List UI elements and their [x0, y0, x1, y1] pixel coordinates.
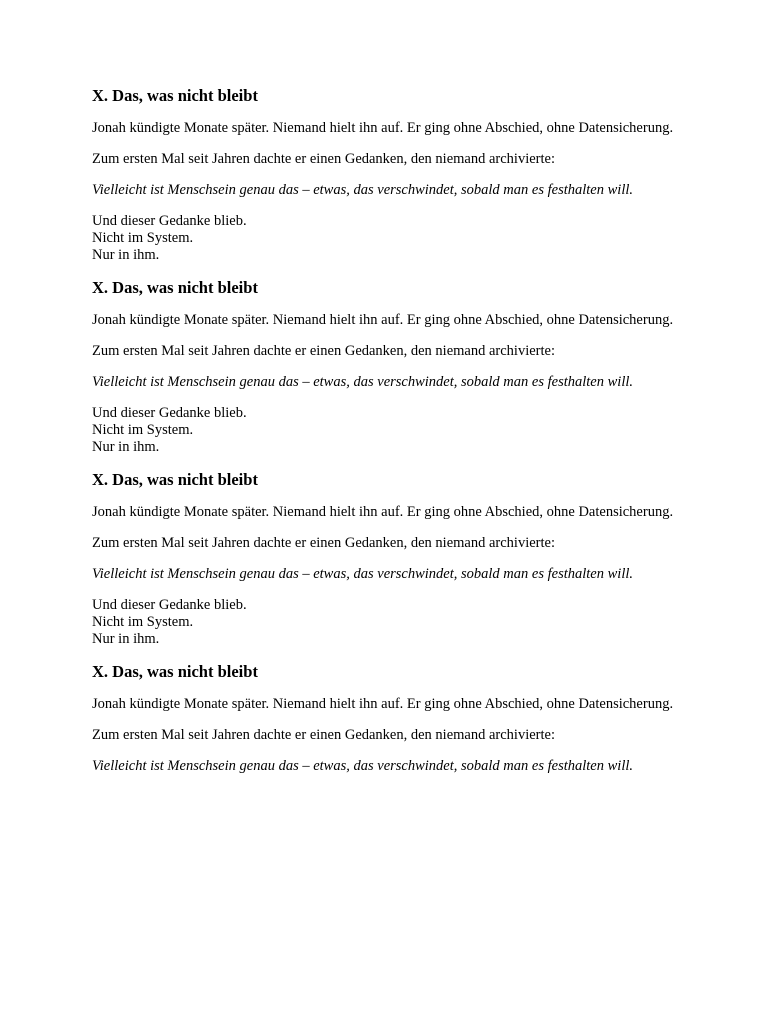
- chapter-section: [92, 278, 692, 456]
- closing-line: Und dieser Gedanke blieb.: [92, 213, 247, 229]
- document-page: [92, 86, 692, 775]
- body-paragraph: Jonah kündigte Monate später. Niemand hielt ihn auf. Er ging ohne Abschied, ohne Datensicherung.: [92, 312, 674, 328]
- chapter-section: [92, 86, 692, 264]
- body-paragraph: Zum ersten Mal seit Jahren dachte er einen Gedanken, den niemand archivierte:: [92, 727, 556, 743]
- closing-line: Und dieser Gedanke blieb.: [92, 597, 247, 613]
- closing-line: Und dieser Gedanke blieb.: [92, 405, 247, 421]
- closing-lines: [92, 213, 692, 264]
- chapter-heading: X. Das, was nicht bleibt: [92, 86, 258, 105]
- closing-lines: [92, 405, 692, 456]
- closing-line: Nicht im System.: [92, 230, 194, 246]
- italic-quote: Vielleicht ist Menschsein genau das – etwas, das verschwindet, sobald man es festhalten will.: [92, 374, 633, 390]
- body-paragraph: Jonah kündigte Monate später. Niemand hielt ihn auf. Er ging ohne Abschied, ohne Datensicherung.: [92, 504, 674, 520]
- body-paragraph: Zum ersten Mal seit Jahren dachte er einen Gedanken, den niemand archivierte:: [92, 535, 556, 551]
- body-paragraph: Zum ersten Mal seit Jahren dachte er einen Gedanken, den niemand archivierte:: [92, 151, 556, 167]
- chapter-heading: X. Das, was nicht bleibt: [92, 470, 258, 489]
- body-paragraph: Jonah kündigte Monate später. Niemand hielt ihn auf. Er ging ohne Abschied, ohne Datensicherung.: [92, 120, 674, 136]
- closing-line: Nur in ihm.: [92, 247, 160, 263]
- chapter-section: [92, 470, 692, 648]
- chapter-section: [92, 662, 692, 775]
- chapter-heading: X. Das, was nicht bleibt: [92, 278, 258, 297]
- chapter-heading: X. Das, was nicht bleibt: [92, 662, 258, 681]
- closing-line: Nur in ihm.: [92, 631, 160, 647]
- closing-lines: [92, 597, 692, 648]
- italic-quote: Vielleicht ist Menschsein genau das – etwas, das verschwindet, sobald man es festhalten will.: [92, 758, 633, 774]
- closing-line: Nicht im System.: [92, 422, 194, 438]
- body-paragraph: Zum ersten Mal seit Jahren dachte er einen Gedanken, den niemand archivierte:: [92, 343, 556, 359]
- italic-quote: Vielleicht ist Menschsein genau das – etwas, das verschwindet, sobald man es festhalten will.: [92, 566, 633, 582]
- body-paragraph: Jonah kündigte Monate später. Niemand hielt ihn auf. Er ging ohne Abschied, ohne Datensicherung.: [92, 696, 674, 712]
- closing-line: Nicht im System.: [92, 614, 194, 630]
- italic-quote: Vielleicht ist Menschsein genau das – etwas, das verschwindet, sobald man es festhalten will.: [92, 182, 633, 198]
- closing-line: Nur in ihm.: [92, 439, 160, 455]
